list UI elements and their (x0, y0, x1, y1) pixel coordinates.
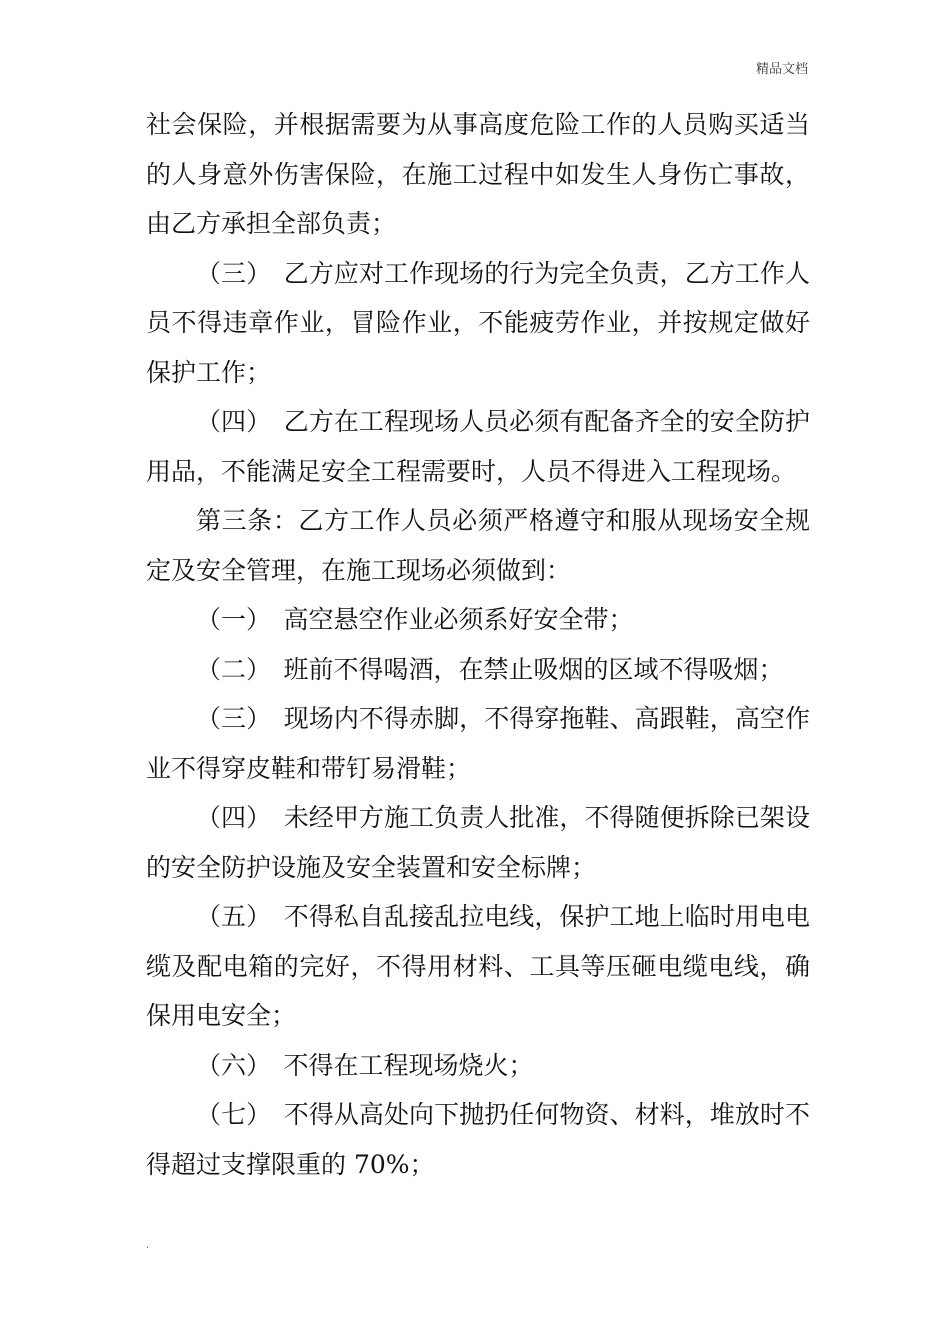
paragraph: （五） 不得私自乱接乱拉电线，保护工地上临时用电电缆及配电箱的完好，不得用材料、工具等压砸电缆电线，确保用电安全； (146, 902, 810, 1030)
paragraph: （四） 乙方在工程现场人员必须有配备齐全的安全防护用品，不能满足安全工程需要时，人员不得进入工程现场。 (146, 407, 810, 486)
page-header-label: 精品文档 (755, 62, 808, 77)
footer-mark: . (146, 1240, 150, 1251)
paragraph: （四） 未经甲方施工负责人批准，不得随便拆除已架设的安全防护设施及安全装置和安全标牌； (146, 803, 810, 882)
document-body (146, 100, 810, 1189)
paragraph: 第三条：乙方工作人员必须严格遵守和服从现场安全规定及安全管理，在施工现场必须做到： (146, 506, 810, 585)
paragraph: （三） 乙方应对工作现场的行为完全负责，乙方工作人员不得违章作业，冒险作业，不能疲劳作业，并按规定做好保护工作； (146, 258, 810, 387)
paragraph: （二） 班前不得喝酒，在禁止吸烟的区域不得吸烟； (196, 654, 784, 684)
paragraph: （七） 不得从高处向下抛扔任何物资、材料，堆放时不得超过支撑限重的 70%； (146, 1100, 810, 1179)
paragraph: （三） 现场内不得赤脚，不得穿拖鞋、高跟鞋，高空作业不得穿皮鞋和带钉易滑鞋； (146, 704, 810, 783)
paragraph: 社会保险，并根据需要为从事高度危险工作的人员购买适当的人身意外伤害保险，在施工过程中如发生人身伤亡事故，由乙方承担全部负责； (146, 110, 810, 238)
paragraph: （一） 高空悬空作业必须系好安全带； (196, 605, 634, 634)
paragraph: （六） 不得在工程现场烧火； (196, 1050, 534, 1080)
